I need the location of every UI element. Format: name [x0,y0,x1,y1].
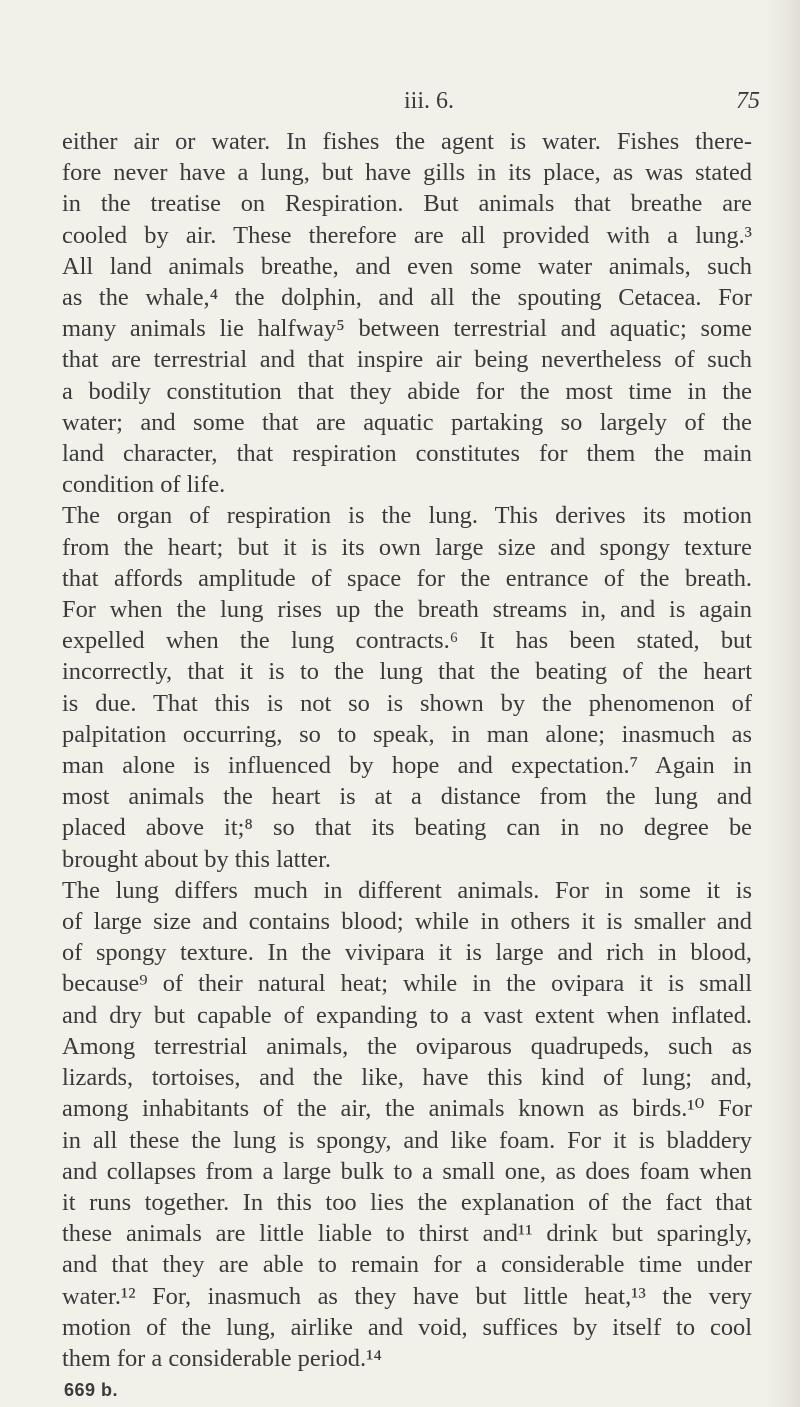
text-line: among inhabitants of the air, the animals known as birds.¹⁰ For [62,1095,752,1123]
section-reference: iii. 6. [404,88,455,114]
text-line: expelled when the lung contracts.⁶ It has been stated, but [62,627,752,655]
text-line: placed above it;⁸ so that its beating can in no degree be [62,814,752,842]
text-line: man alone is influenced by hope and expectation.⁷ Again in [62,752,752,780]
text-line: of spongy texture. In the vivipara it is large and rich in blood, [62,939,752,967]
text-line: For when the lung rises up the breath streams in, and is again [62,596,752,624]
text-line: either air or water. In fishes the agent is water. Fishes there- [62,128,752,155]
body-text [62,126,752,1374]
text-line: most animals the heart is at a distance from the lung and [62,783,752,811]
text-line: The lung differs much in different animals. For in some it is [62,876,752,904]
text-line: because⁹ of their natural heat; while in the ovipara it is small [62,970,752,998]
text-line: from the heart; but it is its own large size and spongy texture [62,533,752,561]
running-head [0,88,800,122]
text-line: condition of life. [62,471,226,499]
text-line: as the whale,⁴ the dolphin, and all the spouting Cetacea. For [62,284,752,312]
text-line: land character, that respiration constitutes for them the main [62,440,752,468]
page-edge-shadow [766,0,800,1407]
text-line: All land animals breathe, and even some water animals, such [62,252,752,280]
text-line: that are terrestrial and that inspire air being nevertheless of such [62,346,752,374]
text-line: many animals lie halfway⁵ between terrestrial and aquatic; some [62,315,752,343]
text-line: them for a considerable period.¹⁴ [62,1344,382,1372]
text-line: palpitation occurring, so to speak, in man alone; inasmuch as [62,720,752,748]
text-line: is due. That this is not so is shown by the phenomenon of [62,689,752,717]
text-line: Among terrestrial animals, the oviparous quadrupeds, such as [62,1032,752,1060]
text-line: incorrectly, that it is to the lung that the beating of the heart [62,658,752,686]
text-line: in the treatise on Respiration. But animals that breathe are [62,190,752,218]
page-number: 75 [736,88,760,114]
text-line: and collapses from a large bulk to a small one, as does foam when [62,1157,752,1185]
text-line: water; and some that are aquatic partaking so largely of the [62,408,752,436]
text-line: brought about by this latter. [62,845,331,873]
text-line: of large size and contains blood; while in others it is smaller and [62,908,752,936]
text-line: cooled by air. These therefore are all provided with a lung.³ [62,221,752,249]
text-line: these animals are little liable to thirst and¹¹ drink but sparingly, [62,1220,752,1248]
text-line: it runs together. In this too lies the explanation of the fact that [62,1188,752,1216]
text-line: fore never have a lung, but have gills in its place, as was stated [62,159,752,187]
text-line: and dry but capable of expanding to a vast extent when inflated. [62,1001,752,1029]
text-line: The organ of respiration is the lung. This derives its motion [62,502,752,530]
text-line: water.¹² For, inasmuch as they have but little heat,¹³ the very [62,1282,752,1310]
margin-reference: 669 b. [64,1380,119,1400]
text-line: motion of the lung, airlike and void, suffices by itself to cool [62,1313,752,1341]
text-line: and that they are able to remain for a considerable time under [62,1251,752,1279]
text-line: in all these the lung is spongy, and like foam. For it is bladdery [62,1126,752,1154]
text-line: that affords amplitude of space for the entrance of the breath. [62,564,752,592]
text-line: lizards, tortoises, and the like, have this kind of lung; and, [62,1064,752,1092]
text-line: a bodily constitution that they abide for the most time in the [62,377,752,405]
